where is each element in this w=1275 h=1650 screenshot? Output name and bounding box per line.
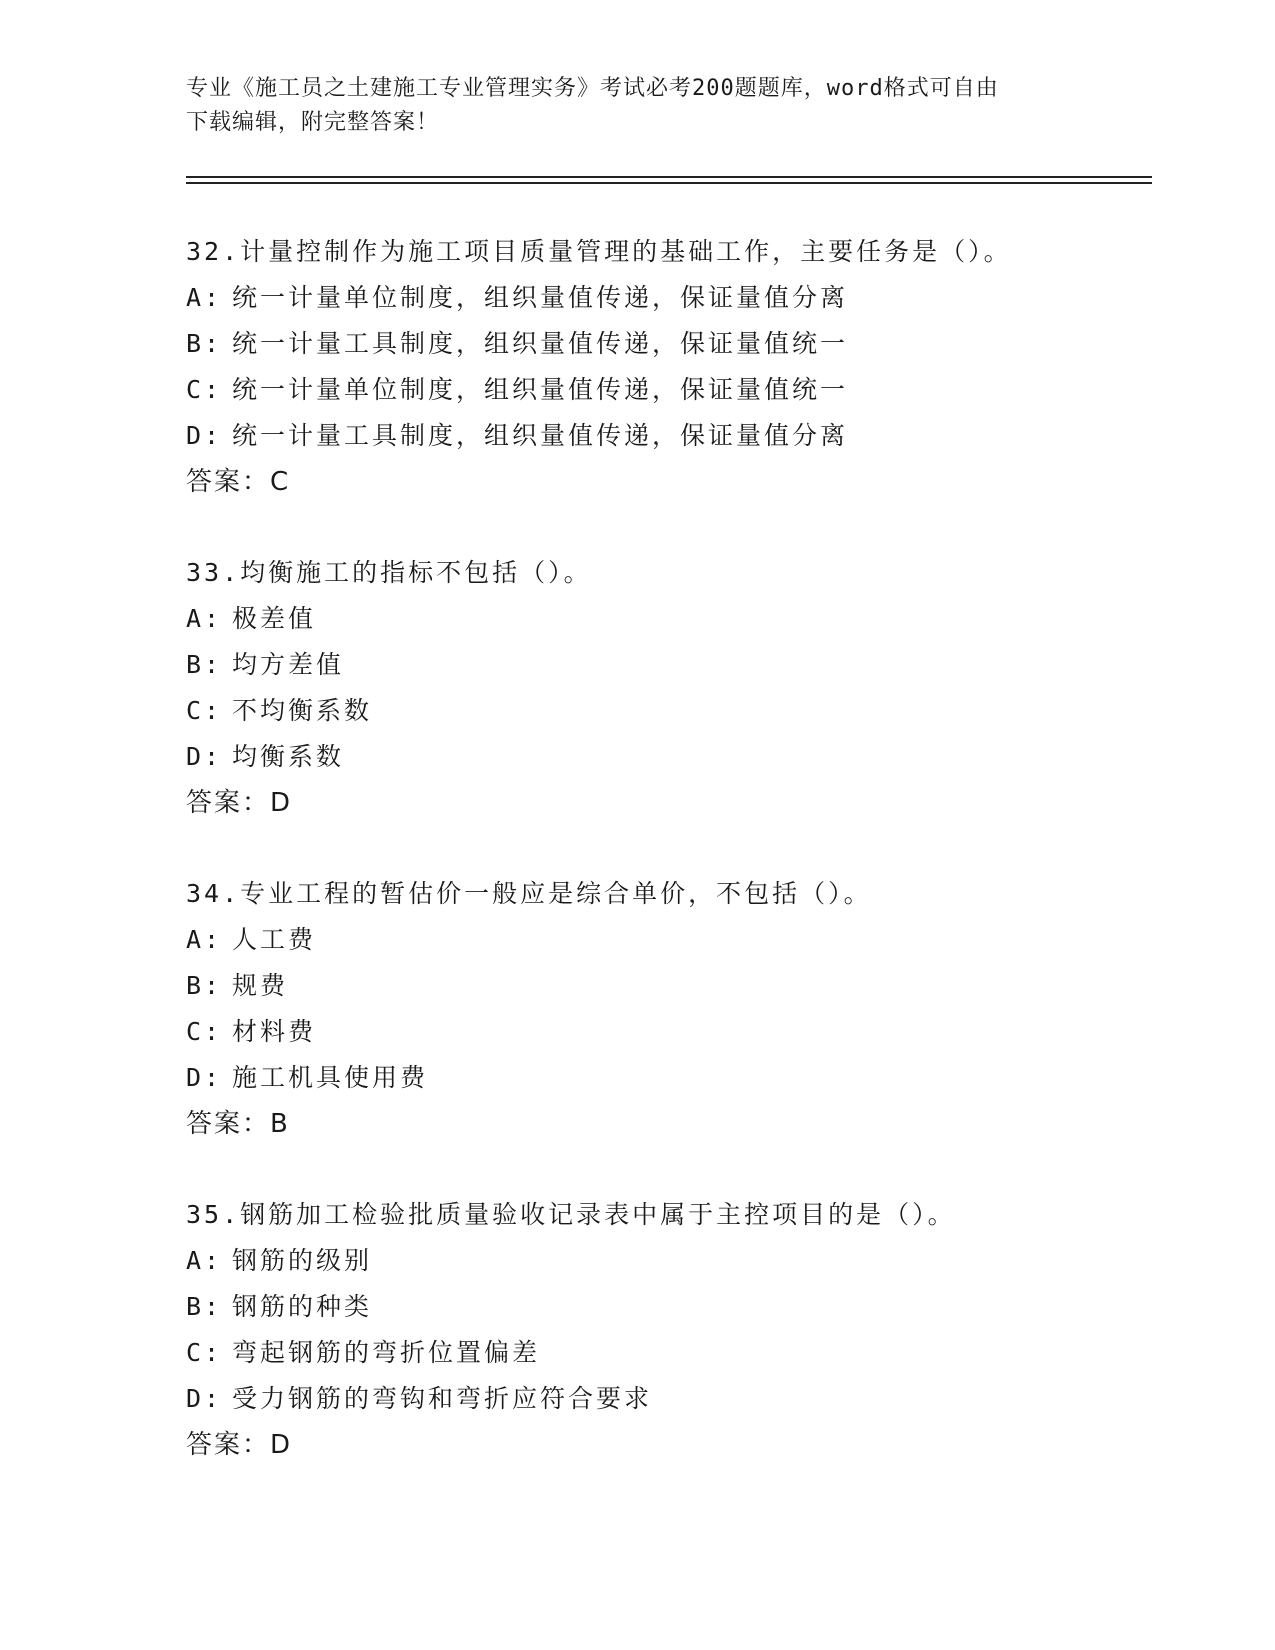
option-letter: B:: [186, 1292, 223, 1321]
option-text: 统一计量单位制度，组织量值传递，保证量值统一: [232, 375, 849, 404]
header-divider-top: [186, 176, 1152, 178]
option-letter: C:: [186, 1017, 223, 1046]
option-d: [186, 734, 1166, 780]
option-d: [186, 413, 1166, 459]
option-text: 钢筋的种类: [232, 1292, 373, 1321]
option-letter: B:: [186, 329, 223, 358]
option-c: [186, 1330, 1166, 1376]
option-a: [186, 275, 1166, 321]
option-text: 统一计量单位制度，组织量值传递，保证量值分离: [232, 283, 849, 312]
option-letter: B:: [186, 650, 223, 679]
question-33: [186, 550, 1166, 826]
answer-label: 答案：C: [186, 467, 291, 497]
option-text: 统一计量工具制度，组织量值传递，保证量值分离: [232, 421, 849, 450]
question-32: [186, 229, 1166, 505]
option-text: 统一计量工具制度，组织量值传递，保证量值统一: [232, 329, 849, 358]
answer-label: 答案：D: [186, 1430, 293, 1460]
option-letter: A:: [186, 1246, 223, 1275]
question-34: [186, 871, 1166, 1147]
option-text: 极差值: [232, 604, 317, 633]
option-text: 受力钢筋的弯钩和弯折应符合要求: [232, 1384, 653, 1413]
answer-label: 答案：D: [186, 788, 293, 818]
option-c: [186, 1009, 1166, 1055]
option-b: [186, 1284, 1166, 1330]
option-text: 施工机具使用费: [232, 1063, 429, 1092]
option-letter: D:: [186, 1063, 223, 1092]
option-letter: D:: [186, 421, 223, 450]
option-text: 人工费: [232, 925, 317, 954]
option-letter: D:: [186, 1384, 223, 1413]
question-stem: 34.专业工程的暂估价一般应是综合单价，不包括（）。: [186, 879, 872, 908]
option-letter: D:: [186, 742, 223, 771]
document-header: [186, 72, 1086, 140]
option-letter: C:: [186, 375, 223, 404]
option-text: 钢筋的级别: [232, 1246, 373, 1275]
option-d: [186, 1055, 1166, 1101]
option-d: [186, 1376, 1166, 1422]
question-stem: 33.均衡施工的指标不包括（）。: [186, 558, 592, 587]
option-b: [186, 963, 1166, 1009]
option-text: 规费: [232, 971, 289, 1000]
option-c: [186, 367, 1166, 413]
option-text: 弯起钢筋的弯折位置偏差: [232, 1338, 541, 1367]
option-letter: A:: [186, 604, 223, 633]
option-text: 均方差值: [232, 650, 345, 679]
option-letter: A:: [186, 925, 223, 954]
option-letter: C:: [186, 696, 223, 725]
answer-label: 答案：B: [186, 1109, 290, 1139]
header-line-1: 专业《施工员之土建施工专业管理实务》考试必考200题题库，word格式可自由: [186, 76, 999, 101]
header-divider-bottom: [186, 182, 1152, 184]
option-text: 材料费: [232, 1017, 317, 1046]
option-a: [186, 1238, 1166, 1284]
option-c: [186, 688, 1166, 734]
option-letter: B:: [186, 971, 223, 1000]
header-line-2: 下载编辑，附完整答案！: [186, 110, 440, 135]
option-a: [186, 917, 1166, 963]
option-text: 不均衡系数: [232, 696, 373, 725]
option-b: [186, 321, 1166, 367]
question-stem: 35.钢筋加工检验批质量验收记录表中属于主控项目的是（）。: [186, 1200, 956, 1229]
option-a: [186, 596, 1166, 642]
option-letter: C:: [186, 1338, 223, 1367]
question-35: [186, 1192, 1166, 1468]
option-text: 均衡系数: [232, 742, 345, 771]
option-b: [186, 642, 1166, 688]
question-stem: 32.计量控制作为施工项目质量管理的基础工作，主要任务是（）。: [186, 237, 1012, 266]
option-letter: A:: [186, 283, 223, 312]
